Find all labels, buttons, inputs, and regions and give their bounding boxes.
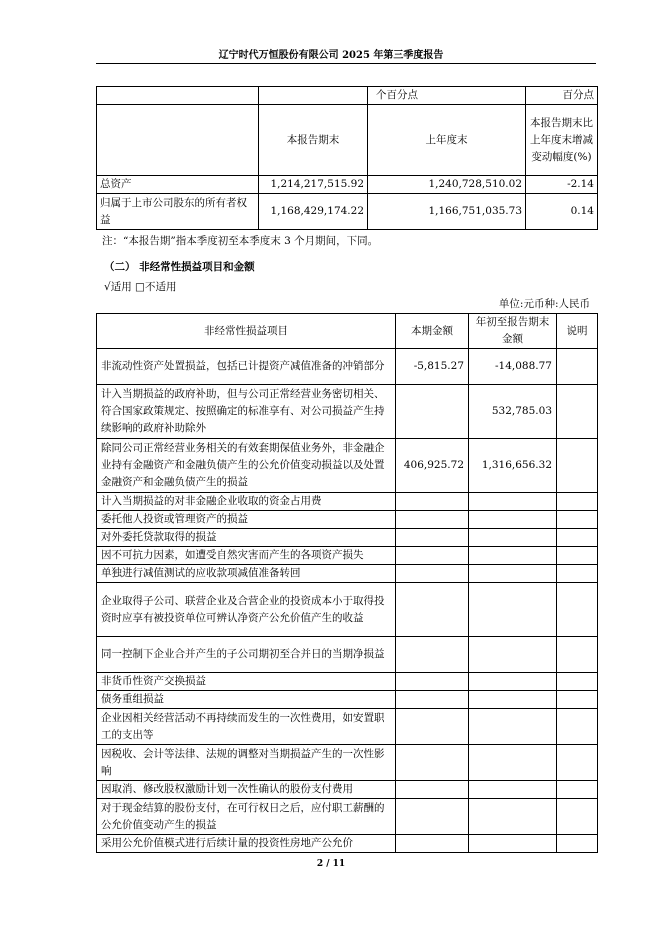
row-label: 总资产 — [97, 176, 259, 194]
table-cell — [469, 673, 557, 691]
footnote: 注：“本报告期”指本季度初至本季度末 3 个月期间，下同。 — [102, 235, 379, 247]
balance-summary-table — [96, 86, 598, 230]
table-cell: 1,240,728,510.02 — [368, 176, 526, 194]
table-cell — [469, 583, 557, 637]
column-header: 年初至报告期末金额 — [469, 314, 557, 349]
applicability-checkbox-text: √适用 □不适用 — [104, 281, 177, 293]
table-cell — [469, 511, 557, 529]
table-cell — [396, 529, 469, 547]
table-cell: 0.14 — [526, 194, 598, 230]
table-cell — [557, 673, 598, 691]
page-number: 2 / 11 — [316, 859, 346, 869]
table-row — [97, 87, 598, 105]
table-row — [97, 781, 598, 799]
table-row — [97, 691, 598, 709]
column-header: 本报告期末比上年度末增减变动幅度(%) — [526, 105, 598, 176]
table-cell — [557, 637, 598, 673]
table-cell: 406,925.72 — [396, 439, 469, 493]
column-header: 非经常性损益项目 — [97, 314, 396, 349]
row-label: 因不可抗力因素，如遭受自然灾害而产生的各项资产损失 — [97, 547, 396, 565]
row-label: 非流动性资产处置损益，包括已计提资产减值准备的冲销部分 — [97, 349, 396, 385]
table-cell — [557, 493, 598, 511]
table-header-row — [97, 105, 598, 176]
table-cell — [469, 547, 557, 565]
table-row — [97, 511, 598, 529]
table-cell — [396, 745, 469, 781]
table-row — [97, 835, 598, 853]
table-cell — [557, 385, 598, 439]
table-row — [97, 385, 598, 439]
row-label: 债务重组损益 — [97, 691, 396, 709]
table-cell — [396, 385, 469, 439]
table-cell — [557, 781, 598, 799]
column-header: 上年度末 — [368, 105, 526, 176]
non-recurring-items-table — [96, 313, 598, 853]
currency-unit-label: 单位:元币种:人民币 — [498, 298, 590, 310]
column-header: 本报告期末 — [259, 105, 368, 176]
table-cell: 1,168,429,174.22 — [259, 194, 368, 230]
table-row — [97, 565, 598, 583]
table-cell — [469, 745, 557, 781]
table-cell — [469, 529, 557, 547]
table-cell — [557, 349, 598, 385]
report-header-title: 辽宁时代万恒股份有限公司 2025 年第三季度报告 — [218, 50, 444, 61]
row-label: 委托他人投资或管理资产的损益 — [97, 511, 396, 529]
table-cell: -14,088.77 — [469, 349, 557, 385]
table-cell — [97, 87, 259, 105]
table-row — [97, 583, 598, 637]
table-cell: 532,785.03 — [469, 385, 557, 439]
table-cell — [469, 565, 557, 583]
table-cell — [396, 835, 469, 853]
row-label: 对于现金结算的股份支付，在可行权日之后，应付职工薪酬的公允价值变动产生的损益 — [97, 799, 396, 835]
table-cell: -2.14 — [526, 176, 598, 194]
table-cell — [469, 493, 557, 511]
row-label: 计入当期损益的对非金融企业收取的资金占用费 — [97, 493, 396, 511]
table-cell — [396, 781, 469, 799]
table-cell — [469, 691, 557, 709]
row-label: 采用公允价值模式进行后续计量的投资性房地产公允价 — [97, 835, 396, 853]
table-row — [97, 493, 598, 511]
unit-cell-percentage-point: 个百分点 — [368, 87, 526, 105]
table-cell — [396, 583, 469, 637]
table-row — [97, 673, 598, 691]
table-cell — [557, 691, 598, 709]
table-row — [97, 637, 598, 673]
table-cell: 1,166,751,035.73 — [368, 194, 526, 230]
table-cell: 1,316,656.32 — [469, 439, 557, 493]
column-header — [97, 105, 259, 176]
row-label: 除同公司正常经营业务相关的有效套期保值业务外，非金融企业持有金融资产和金融负债产生的公允价值变动损益以及处置金融资产和金融负债产生的损益 — [97, 439, 396, 493]
column-header: 本期金额 — [396, 314, 469, 349]
table-row — [97, 745, 598, 781]
table-row — [97, 176, 598, 194]
section-title: （二） 非经常性损益项目和金额 — [104, 261, 255, 273]
table-cell — [396, 691, 469, 709]
table-row — [97, 194, 598, 230]
table-cell — [396, 637, 469, 673]
row-label: 对外委托贷款取得的损益 — [97, 529, 396, 547]
table-cell — [469, 637, 557, 673]
row-label: 单独进行减值测试的应收款项减值准备转回 — [97, 565, 396, 583]
table-header-row — [97, 314, 598, 349]
table-row — [97, 439, 598, 493]
table-cell: -5,815.27 — [396, 349, 469, 385]
table-cell — [396, 565, 469, 583]
table-cell — [396, 709, 469, 745]
table-cell — [396, 493, 469, 511]
table-cell — [469, 799, 557, 835]
row-label: 非货币性资产交换损益 — [97, 673, 396, 691]
table-cell: 1,214,217,515.92 — [259, 176, 368, 194]
table-cell — [557, 745, 598, 781]
table-row — [97, 529, 598, 547]
table-cell — [396, 511, 469, 529]
column-header: 说明 — [557, 314, 598, 349]
row-label: 企业因相关经营活动不再持续而发生的一次性费用，如安置职工的支出等 — [97, 709, 396, 745]
table-cell — [469, 781, 557, 799]
table-cell — [396, 799, 469, 835]
unit-cell-percentage: 百分点 — [526, 87, 598, 105]
table-row — [97, 349, 598, 385]
table-cell — [557, 565, 598, 583]
row-label: 企业取得子公司、联营企业及合营企业的投资成本小于取得投资时应享有被投资单位可辨认净资产公允价值产生的收益 — [97, 583, 396, 637]
table-cell — [557, 835, 598, 853]
table-cell — [557, 529, 598, 547]
table-cell — [396, 673, 469, 691]
row-label: 计入当期损益的政府补助，但与公司正常经营业务密切相关、符合国家政策规定、按照确定的标准享有、对公司损益产生持续影响的政府补助除外 — [97, 385, 396, 439]
table-cell — [557, 583, 598, 637]
row-label: 同一控制下企业合并产生的子公司期初至合并日的当期净损益 — [97, 637, 396, 673]
table-cell — [557, 439, 598, 493]
table-row — [97, 709, 598, 745]
table-cell — [259, 87, 368, 105]
table-cell — [469, 709, 557, 745]
table-cell — [557, 547, 598, 565]
table-cell — [557, 709, 598, 745]
table-row — [97, 547, 598, 565]
table-row — [97, 799, 598, 835]
table-cell — [557, 799, 598, 835]
table-cell — [396, 547, 469, 565]
table-cell — [557, 511, 598, 529]
table-cell — [469, 835, 557, 853]
row-label: 因税收、会计等法律、法规的调整对当期损益产生的一次性影响 — [97, 745, 396, 781]
row-label: 因取消、修改股权激励计划一次性确认的股份支付费用 — [97, 781, 396, 799]
row-label: 归属于上市公司股东的所有者权益 — [97, 194, 259, 230]
header-divider — [96, 63, 596, 64]
